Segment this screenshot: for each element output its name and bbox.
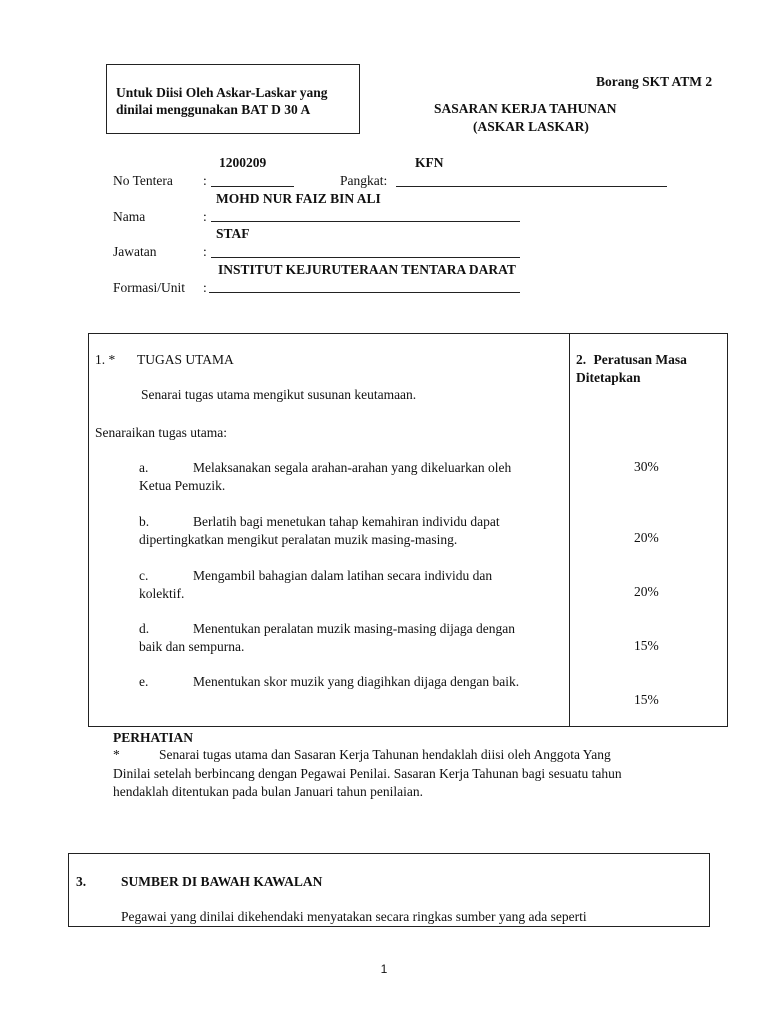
duty-item-text: Berlatih bagi menetukan tahap kemahiran individu dapat bbox=[193, 514, 500, 529]
jawatan-underline bbox=[211, 257, 520, 258]
jawatan-label: Jawatan bbox=[113, 244, 157, 259]
jawatan-value: STAF bbox=[216, 226, 250, 241]
duty-item-percent: 15% bbox=[634, 692, 659, 707]
duty-item-text: Menentukan peralatan muzik masing-masing dijaga dengan bbox=[193, 621, 516, 636]
notice-line-1: Untuk Diisi Oleh Askar-Laskar yang bbox=[116, 85, 328, 100]
nama-label: Nama bbox=[113, 209, 146, 224]
pangkat-underline bbox=[396, 186, 667, 187]
duty-item-text-continued: baik dan sempurna. bbox=[139, 639, 245, 654]
duty-item-letter: a. bbox=[139, 460, 149, 475]
duty-item-text: Menentukan skor muzik yang diagihkan dijaga dengan baik. bbox=[193, 674, 520, 689]
duty-item-percent: 20% bbox=[634, 584, 659, 599]
colon: : bbox=[203, 244, 207, 259]
duty-item-letter: d. bbox=[139, 621, 150, 636]
perhatian-line-1 bbox=[113, 747, 611, 763]
title-line-2: (ASKAR LASKAR) bbox=[473, 119, 589, 134]
duty-item-text-continued: dipertingkatkan mengikut peralatan muzik masing-masing. bbox=[139, 532, 458, 547]
perhatian-line-2: Dinilai setelah berbincang dengan Pegawai Penilai. Sasaran Kerja Tahunan bagi sesuatu tahun bbox=[113, 766, 622, 781]
colon: : bbox=[203, 209, 207, 224]
perhatian-asterisk: * bbox=[113, 747, 120, 762]
duty-item-text: Mengambil bahagian dalam latihan secara individu dan bbox=[193, 568, 493, 583]
duty-item-letter: e. bbox=[139, 674, 149, 689]
title-line-1: SASARAN KERJA TAHUNAN bbox=[434, 101, 617, 116]
no-tentera-value: 1200209 bbox=[219, 155, 267, 170]
duty-item-text-continued: Ketua Pemuzik. bbox=[139, 478, 226, 493]
duty-item-text-continued: kolektif. bbox=[139, 586, 185, 601]
notice-line-2: dinilai menggunakan BAT D 30 A bbox=[116, 102, 311, 117]
section2-heading-line-1: Peratusan Masa bbox=[593, 352, 687, 367]
perhatian-heading: PERHATIAN bbox=[113, 730, 194, 745]
duty-item-percent: 15% bbox=[634, 638, 659, 653]
section3-number: 3. bbox=[76, 874, 87, 889]
duty-item-letter: b. bbox=[139, 514, 150, 529]
duty-item bbox=[139, 673, 564, 691]
duties-column-divider bbox=[569, 333, 570, 727]
duty-item-percent: 20% bbox=[634, 530, 659, 545]
section1-list-label: Senaraikan tugas utama: bbox=[95, 425, 227, 440]
notice-box bbox=[106, 64, 360, 134]
formasi-value: INSTITUT KEJURUTERAAN TENTARA DARAT bbox=[218, 262, 516, 277]
section2-heading-line-2: Ditetapkan bbox=[576, 370, 641, 385]
section2-heading bbox=[576, 352, 687, 368]
duty-item-text: Melaksanakan segala arahan-arahan yang dikeluarkan oleh bbox=[193, 460, 512, 475]
colon: : bbox=[203, 280, 207, 295]
perhatian-line-3: hendaklah ditentukan pada bulan Januari tahun penilaian. bbox=[113, 784, 424, 799]
section1-number-text: 1. bbox=[95, 352, 106, 367]
duty-item bbox=[139, 459, 564, 495]
perhatian-line-1-text: Senarai tugas utama dan Sasaran Kerja Tahunan hendaklah diisi oleh Anggota Yang bbox=[159, 747, 611, 762]
form-code: Borang SKT ATM 2 bbox=[596, 74, 713, 89]
formasi-underline bbox=[209, 292, 520, 293]
section3-heading: SUMBER DI BAWAH KAWALAN bbox=[121, 874, 323, 889]
duty-item bbox=[139, 567, 564, 603]
pangkat-value: KFN bbox=[415, 155, 444, 170]
duty-item bbox=[139, 513, 564, 549]
duty-item-letter: c. bbox=[139, 568, 149, 583]
section1-asterisk: * bbox=[108, 352, 116, 367]
section1-number bbox=[95, 352, 115, 368]
no-tentera-label: No Tentera bbox=[113, 173, 173, 188]
section2-number: 2. bbox=[576, 352, 587, 367]
nama-value: MOHD NUR FAIZ BIN ALI bbox=[216, 191, 381, 206]
duty-item bbox=[139, 620, 564, 656]
pangkat-label: Pangkat: bbox=[340, 173, 388, 188]
no-tentera-underline bbox=[211, 186, 294, 187]
section1-intro: Senarai tugas utama mengikut susunan keutamaan. bbox=[141, 387, 417, 402]
section1-heading: TUGAS UTAMA bbox=[137, 352, 234, 367]
formasi-label: Formasi/Unit bbox=[113, 280, 186, 295]
section3-text: Pegawai yang dinilai dikehendaki menyatakan secara ringkas sumber yang ada seperti bbox=[121, 909, 587, 924]
nama-underline bbox=[211, 221, 520, 222]
duty-item-percent: 30% bbox=[634, 459, 659, 474]
page-number: 1 bbox=[380, 962, 388, 976]
colon: : bbox=[203, 173, 207, 188]
